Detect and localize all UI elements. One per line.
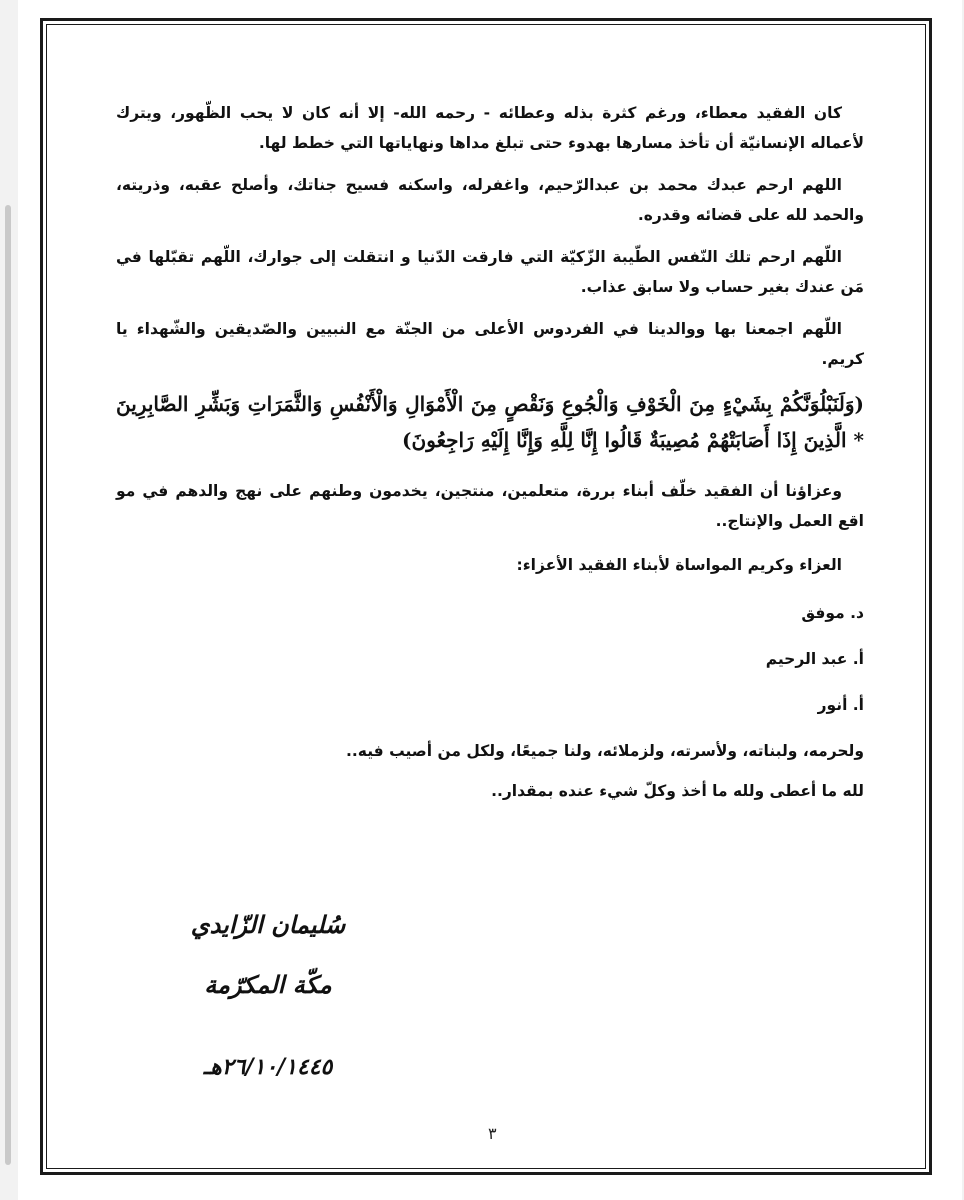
signature-block bbox=[168, 905, 368, 1085]
signature-city: مكّة المكرّمة bbox=[204, 970, 332, 999]
closing-line: لله ما أعطى ولله ما أخذ وكلّ شيء عنده بمقدار.. bbox=[491, 782, 864, 800]
paragraph: اللّهم اجمعنا بها ووالدينا في الفردوس الأعلى من الجنّة مع النبيين والصّديقين والشّهداء يا كريم. bbox=[116, 320, 864, 368]
condolence-heading: العزاء وكريم المواساة لأبناء الفقيد الأعزاء: bbox=[516, 556, 842, 574]
vertical-scrollbar[interactable] bbox=[5, 205, 11, 1165]
document-page bbox=[18, 0, 962, 1200]
paragraph: اللهم ارحم عبدك محمد بن عبدالرّحيم، واغفرله، واسكنه فسيح جناتك، وأصلح عقبه، وذريته، والحمد لله على قضائه وقدره. bbox=[116, 176, 864, 224]
list-item: د. موفق bbox=[801, 604, 864, 622]
sons-list bbox=[116, 598, 864, 720]
quran-verse: (وَلَنَبْلُوَنَّكُمْ بِشَيْءٍ مِنَ الْخَوْفِ وَالْجُوعِ وَنَقْصٍ مِنَ الْأَمْوَالِ وَالْأَنْفُسِ وَالثَّمَرَاتِ وَبَشِّرِ الصَّابِرِينَ * الَّذِينَ إِذَا أَصَابَتْهُمْ مُصِيبَةٌ قَالُوا إِنَّا لِلَّهِ وَإِنَّا إِلَيْهِ رَاجِعُونَ) bbox=[116, 392, 864, 452]
family-line: ولحرمه، ولبناته، ولأسرته، ولزملائه، ولنا جميعًا، ولكل من أصيب فيه.. bbox=[346, 742, 864, 760]
list-item: أ. عبد الرحيم bbox=[765, 650, 864, 668]
paragraph: كان الفقيد معطاء، ورغم كثرة بذله وعطائه - رحمه الله- إلا أنه كان لا يحب الظّهور، ويترك لأعماله الإنسانيّة أن تأخذ مسارها بهدوء حتى تبلغ مداها ونهاياتها التي خطط لها. bbox=[116, 104, 864, 152]
signature-date: ٢٦/١٠/١٤٤٥هـ bbox=[203, 1054, 333, 1080]
list-item: أ. أنور bbox=[817, 696, 864, 714]
paragraph: اللّهم ارحم تلك النّفس الطّيبة الزّكيّة التي فارقت الدّنيا و انتقلت إلى جوارك، اللّهم تقبّلها في مَن عندك بغير حساب ولا سابق عذاب. bbox=[116, 248, 864, 296]
document-body bbox=[116, 98, 864, 816]
consolation-paragraph: وعزاؤنا أن الفقيد خلّف أبناء بررة، متعلمين، منتجين، يخدمون وطنهم على نهج والدهم في مو اقع العمل والإنتاج.. bbox=[116, 482, 864, 530]
signature-name: سُليمان الزّايدي bbox=[190, 910, 346, 939]
page-number: ٣ bbox=[488, 1124, 497, 1143]
